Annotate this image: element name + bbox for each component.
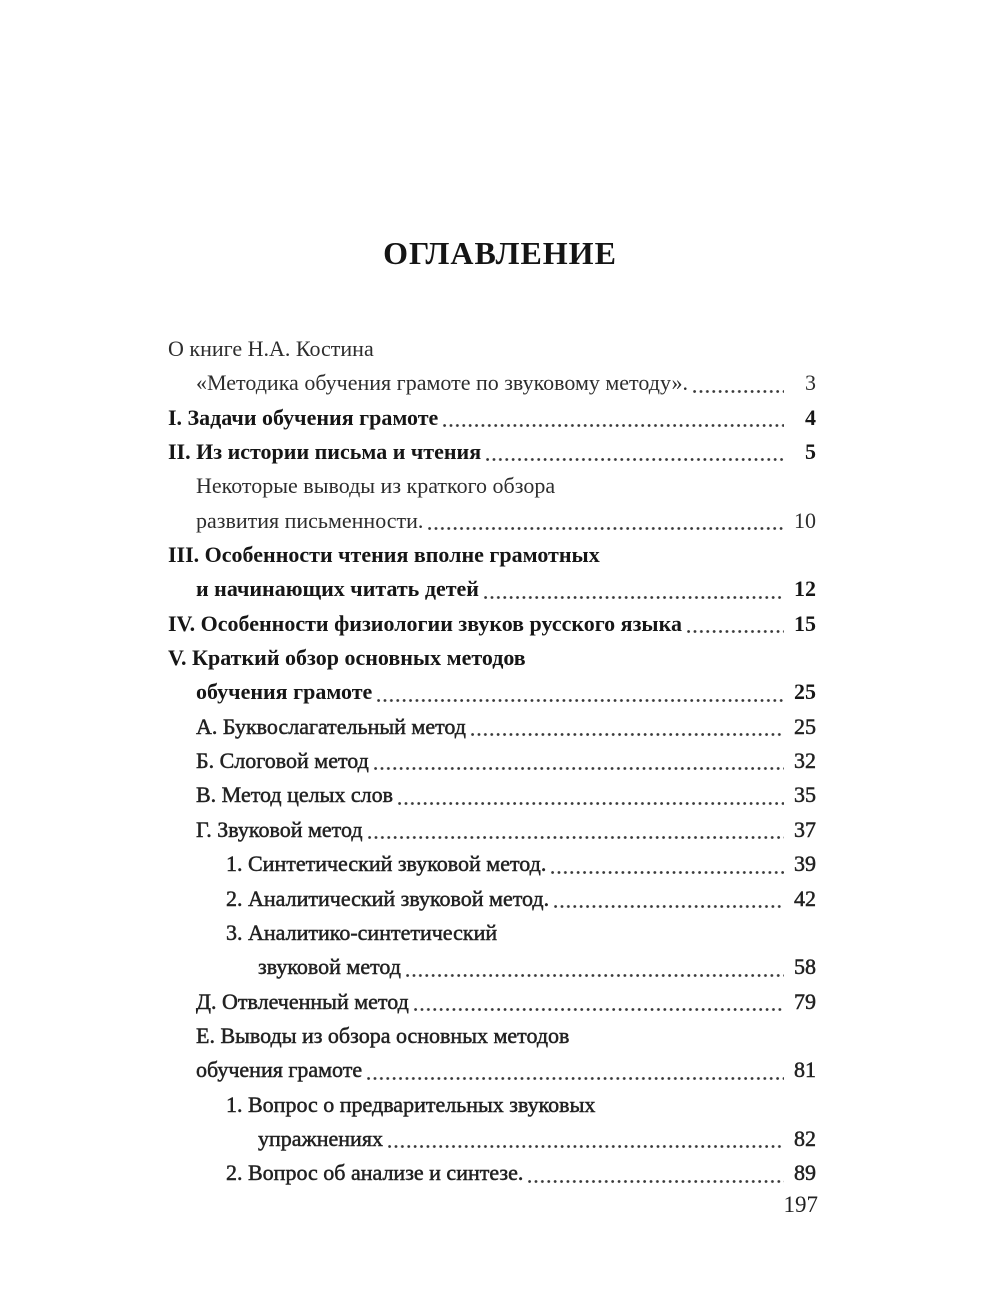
toc-entry-text: О книге Н.А. Костина [168, 336, 374, 361]
toc-entry-text: 2. Аналитический звуковой метод. [226, 885, 550, 911]
dot-leader [528, 1156, 784, 1190]
dot-leader [367, 1053, 784, 1087]
toc-entry-page: 39 [794, 851, 816, 877]
toc-entry-text: упражнениях [258, 1125, 383, 1151]
toc-entry [168, 1088, 816, 1122]
toc-entry [168, 1122, 816, 1156]
toc-entry-page: 79 [794, 988, 816, 1014]
toc-entry [168, 641, 816, 675]
toc-entry [168, 607, 816, 641]
toc-entry [168, 401, 816, 435]
toc-entry-text: развития письменности. [196, 507, 424, 533]
page-title: ОГЛАВЛЕНИЕ [383, 235, 617, 271]
toc-entry-page: 58 [794, 954, 816, 980]
toc-entry-text: II. Из истории письма и чтения [168, 439, 482, 465]
toc-entry-text: звуковой метод [258, 954, 401, 980]
toc-entry [168, 675, 816, 709]
toc-entry-text: I. Задачи обучения грамоте [168, 404, 439, 430]
toc-entry-page: 32 [794, 748, 816, 774]
toc-entry-page: 42 [794, 885, 816, 911]
toc-entry-text: 1. Синтетический звуковой метод. [226, 851, 547, 877]
toc-entry [168, 504, 816, 538]
toc-entry [168, 847, 816, 881]
toc-entry [168, 778, 816, 812]
toc-entry-text: В. Метод целых слов [196, 782, 394, 808]
toc-entry-text: 1. Вопрос о предварительных звуковых [226, 1091, 596, 1117]
toc-entry-page: 3 [805, 370, 816, 396]
toc-entry-page: 15 [794, 610, 816, 636]
toc-entry [168, 813, 816, 847]
dot-leader [368, 813, 784, 847]
toc-entry [168, 435, 816, 469]
toc-entry-page: 25 [794, 679, 816, 705]
toc-entry [168, 469, 816, 503]
toc-entry-text: V. Краткий обзор основных методов [168, 645, 526, 671]
toc-entry-text: «Методика обучения грамоте по звуковому методу». [196, 370, 688, 396]
toc-entry-text: А. Буквослагательный метод [196, 713, 466, 739]
dot-leader [693, 366, 784, 400]
toc-entry-page: 25 [794, 713, 816, 739]
toc-entry [168, 366, 816, 400]
dot-leader [428, 504, 784, 538]
dot-leader [687, 607, 784, 641]
toc-entry-text: обучения грамоте [196, 1057, 363, 1083]
toc-entry [168, 1156, 816, 1190]
toc-entry [168, 572, 816, 606]
dot-leader [406, 950, 784, 984]
toc-entry-text: Б. Слоговой метод [196, 748, 369, 774]
dot-leader [486, 435, 784, 469]
toc-entry [168, 1019, 816, 1053]
toc-entry [168, 950, 816, 984]
table-of-contents [168, 332, 816, 1191]
toc-entry-page: 89 [794, 1160, 816, 1186]
dot-leader [443, 401, 784, 435]
dot-leader [551, 847, 784, 881]
dot-leader [484, 572, 784, 606]
toc-entry-text: Некоторые выводы из краткого обзора [196, 473, 556, 499]
dot-leader [554, 882, 784, 916]
toc-entry [168, 882, 816, 916]
toc-entry-page: 10 [794, 507, 816, 533]
toc-entry-text: 3. Аналитико-синтетический [226, 919, 498, 945]
toc-entry-text: и начинающих читать детей [196, 576, 479, 602]
toc-entry-page: 37 [794, 816, 816, 842]
toc-entry-page: 35 [794, 782, 816, 808]
toc-entry-page: 4 [805, 404, 816, 430]
toc-entry-page: 12 [794, 576, 816, 602]
toc-entry-text: обучения грамоте [196, 679, 373, 705]
toc-entry [168, 710, 816, 744]
dot-leader [388, 1122, 784, 1156]
toc-entry-text: Д. Отвлеченный метод [196, 988, 409, 1014]
toc-entry-text: Е. Выводы из обзора основных методов [196, 1022, 570, 1048]
dot-leader [374, 744, 784, 778]
toc-entry [168, 1053, 816, 1087]
toc-entry [168, 538, 816, 572]
toc-entry [168, 985, 816, 1019]
toc-entry [168, 744, 816, 778]
toc-entry-text: IV. Особенности физиологии звуков русского языка [168, 610, 682, 636]
dot-leader [398, 778, 784, 812]
toc-entry [168, 916, 816, 950]
toc-entry-text: 2. Вопрос об анализе и синтезе. [226, 1160, 524, 1186]
dot-leader [377, 675, 784, 709]
toc-entry [168, 332, 816, 366]
toc-entry-text: III. Особенности чтения вполне грамотных [168, 542, 600, 568]
dot-leader [414, 985, 784, 1019]
dot-leader [471, 710, 784, 744]
toc-entry-page: 5 [805, 439, 816, 465]
toc-entry-page: 81 [794, 1057, 816, 1083]
folio-page-number: 197 [783, 1192, 818, 1217]
toc-entry-text: Г. Звуковой метод [196, 816, 363, 842]
toc-entry-page: 82 [794, 1125, 816, 1151]
